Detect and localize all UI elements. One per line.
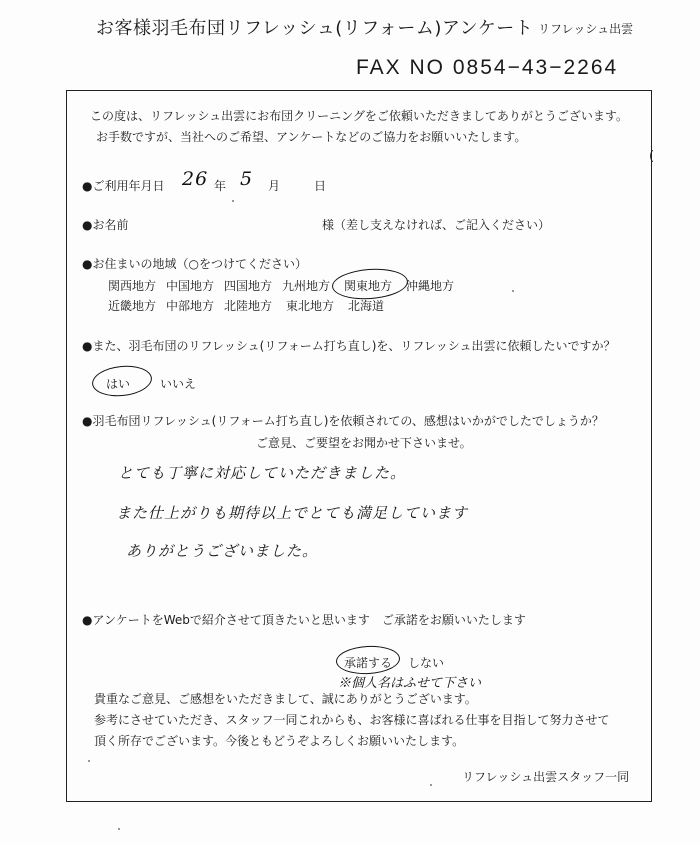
feedback-question-label: ●羽毛布団リフレッシュ(リフォーム打ち直し)を依頼されての、感想はいかがでしたでしょうか？ <box>82 414 604 428</box>
web-consent-disagree[interactable]: しない <box>408 656 445 670</box>
region-label: ●お住まいの地域（○をつけてください） <box>82 257 307 271</box>
region-option-okinawa[interactable]: 沖縄地方 <box>406 279 455 293</box>
intro-line-2: お手数ですが、当社へのご希望、アンケートなどのご協力をお願いいたします。 <box>96 130 527 144</box>
region-option-kyushu[interactable]: 九州地方 <box>282 279 331 293</box>
region-option-hokuriku[interactable]: 北陸地方 <box>224 299 273 313</box>
feedback-answer-line-3[interactable]: ありがとうございました。 <box>126 542 319 560</box>
request-question-label: ●また、羽毛布団のリフレッシュ(リフォーム打ち直し)を、リフレッシュ出雲に依頼したいですか？ <box>82 339 616 353</box>
region-option-kinki[interactable]: 近畿地方 <box>108 299 157 313</box>
region-option-chugoku[interactable]: 中国地方 <box>166 279 215 293</box>
usage-year-value[interactable]: 26 <box>182 168 209 190</box>
usage-date-label: ●ご利用年月日 <box>82 179 165 193</box>
scan-speck <box>88 760 90 762</box>
region-option-chubu[interactable]: 中部地方 <box>166 299 215 313</box>
usage-month-unit: 月 <box>268 179 281 193</box>
name-label: ●お名前 <box>82 218 129 232</box>
feedback-answer-line-2[interactable]: また仕上がりも期待以上でとても満足しています <box>116 504 469 522</box>
web-consent-handwritten-note[interactable]: ※個人名はふせて下さい <box>338 676 482 691</box>
scan-speck <box>232 200 234 202</box>
company-name: リフレッシュ出雲 <box>538 22 634 36</box>
name-note: 様（差し支えなければ、ご記入ください） <box>322 218 551 232</box>
fax-number: FAX NO 0854−43−2264 <box>356 56 619 79</box>
region-option-shikoku[interactable]: 四国地方 <box>224 279 273 293</box>
feedback-sublabel: ご意見、ご要望をお聞かせ下さいませ。 <box>256 436 472 450</box>
scan-speck <box>430 784 432 786</box>
scan-speck <box>118 828 120 830</box>
intro-line-1: この度は、リフレッシュ出雲にお布団クリーニングをご依頼いただきましてありがとうございます。 <box>90 109 628 123</box>
stray-bracket-mark: ( <box>649 149 655 164</box>
feedback-answer-line-1[interactable]: とても丁寧に対応していただきました。 <box>118 464 407 482</box>
request-option-no[interactable]: いいえ <box>160 377 197 391</box>
usage-day-unit: 日 <box>314 179 327 193</box>
closing-line-1: 貴重なご意見、ご感想をいただきまして、誠にありがとうございます。 <box>94 692 477 706</box>
scan-speck <box>512 290 514 292</box>
closing-line-2: 参考にさせていただき、スタッフ一同これからも、お客様に喜ばれる仕事を目指して努力させて <box>94 713 610 727</box>
request-option-yes[interactable]: はい <box>106 377 131 391</box>
region-option-tohoku[interactable]: 東北地方 <box>286 299 335 313</box>
usage-year-unit: 年 <box>214 179 227 193</box>
region-option-hokkaido[interactable]: 北海道 <box>348 299 385 313</box>
survey-title: お客様羽毛布団リフレッシュ(リフォーム)アンケート <box>96 18 534 39</box>
region-option-kansai[interactable]: 関西地方 <box>108 279 157 293</box>
usage-month-value[interactable]: 5 <box>240 168 254 190</box>
web-consent-agree[interactable]: 承諾する <box>344 656 393 670</box>
closing-signature: リフレッシュ出雲スタッフ一同 <box>462 770 630 784</box>
web-consent-label: ●アンケートをWebで紹介させて頂きたいと思います ご承諾をお願いいたします <box>82 613 526 627</box>
region-option-kanto[interactable]: 関東地方 <box>344 279 393 293</box>
closing-line-3: 頂く所存でございます。今後ともどうぞよろしくお願いいたします。 <box>94 734 465 748</box>
